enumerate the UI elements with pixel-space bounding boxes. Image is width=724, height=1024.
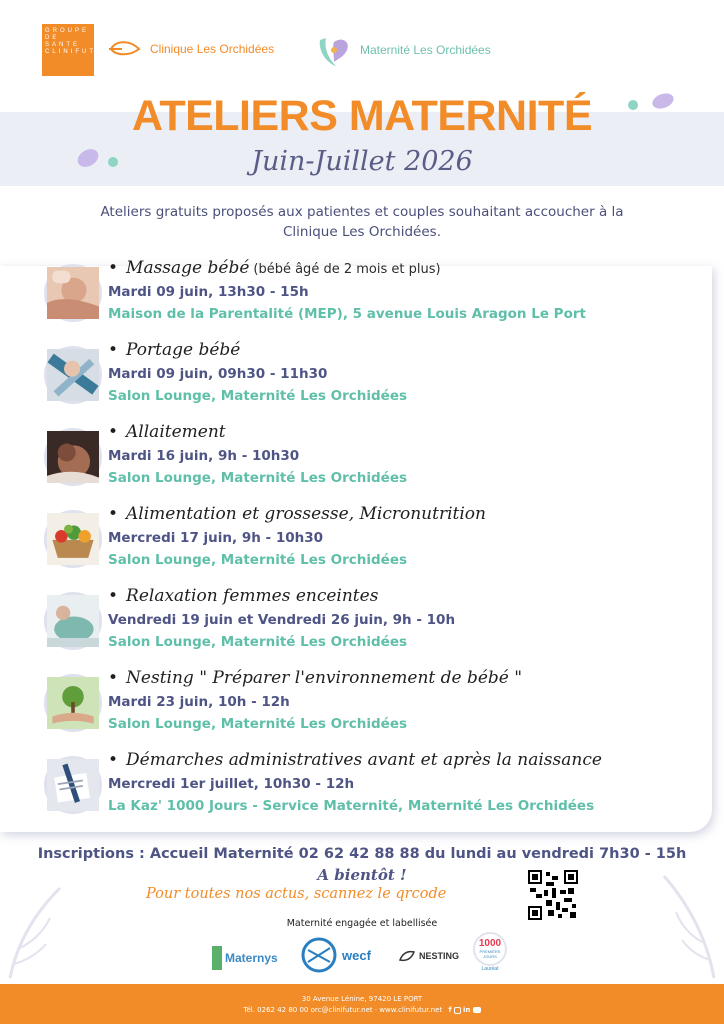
page-subtitle: Juin-Juillet 2026 (251, 146, 473, 177)
bientot-text: A bientôt ! (317, 866, 407, 884)
engagement-text: Maternité engagée et labellisée (286, 918, 438, 929)
maternite-heart-icon (314, 32, 354, 68)
workshop-place: Maison de la Parentalité (MEP), 5 avenue Louis Aragon Le Port (108, 306, 586, 322)
maternys-mark-icon (212, 946, 222, 970)
breastfeeding-photo (44, 428, 102, 486)
footer (0, 984, 724, 1024)
nesting-logo: NESTING (398, 948, 459, 964)
workshop-item (0, 668, 712, 750)
workshop-place: La Kaz' 1000 Jours - Service Maternité, Maternité Les Orchidées (108, 798, 595, 814)
workshop-title: • Portage bébé (108, 340, 241, 360)
clinique-name: Clinique Les Orchidées (150, 42, 275, 56)
baby-carrier-photo (44, 346, 102, 404)
actus-text: Pour toutes nos actus, scannez le qrcode (146, 886, 447, 902)
footer-address: 30 Avenue Lénine, 97420 LE PORT (301, 995, 423, 1003)
instagram-icon[interactable] (454, 1007, 461, 1014)
maternite-name: Maternité Les Orchidées (360, 43, 491, 57)
paperwork-photo (44, 756, 102, 814)
workshop-place: Salon Lounge, Maternité Les Orchidées (108, 470, 408, 486)
pregnant-relaxation-photo (44, 592, 102, 650)
baby-massage-photo (44, 264, 102, 322)
inscriptions-text: Inscriptions : Accueil Maternité 02 62 42 88 88 du lundi au vendredi 7h30 - 15h (37, 846, 687, 862)
workshop-title: • Massage bébé (bébé âgé de 2 mois et plus) (108, 258, 441, 278)
vegetable-basket-photo (44, 510, 102, 568)
workshop-date: Mercredi 17 juin, 9h - 10h30 (108, 530, 324, 546)
linkedin-icon[interactable]: in (462, 1006, 471, 1014)
workshop-date: Mardi 16 juin, 9h - 10h30 (108, 448, 300, 464)
hands-plant-photo (44, 674, 102, 732)
workshop-place: Salon Lounge, Maternité Les Orchidées (108, 716, 408, 732)
workshop-place: Salon Lounge, Maternité Les Orchidées (108, 552, 408, 568)
maternys-logo: Maternys (212, 946, 278, 970)
footer-contact: Tél. 0262 42 80 00 orc@clinifutur.net · www.clinifutur.net f in (0, 1005, 724, 1016)
nesting-leaf-icon (398, 948, 416, 964)
maternite-logo (314, 32, 491, 68)
workshop-date: Mardi 09 juin, 13h30 - 15h (108, 284, 309, 300)
workshop-list (0, 258, 712, 832)
workshop-title: • Démarches administratives avant et après la naissance (108, 750, 602, 770)
label-logos (212, 932, 522, 980)
qr-code-icon[interactable] (528, 870, 578, 920)
workshop-date: Mercredi 1er juillet, 10h30 - 12h (108, 776, 355, 792)
workshop-item (0, 504, 712, 586)
workshop-item (0, 258, 712, 340)
intro-text: Ateliers gratuits proposés aux patientes et couples souhaitant accoucher à la Clinique Les Orchidées. (100, 204, 624, 240)
wecf-globe-icon (300, 936, 338, 974)
workshop-place: Salon Lounge, Maternité Les Orchidées (108, 634, 408, 650)
workshop-item (0, 586, 712, 668)
groupe-sante-logo: GROUPE DE SANTE CLINIFUTUR (42, 24, 94, 76)
youtube-icon[interactable] (473, 1007, 481, 1013)
mille-jours-logo: 1000 PREMIERS JOURS Lauréat (472, 932, 508, 976)
orchid-logo-icon (108, 36, 142, 62)
facebook-icon[interactable]: f (448, 1006, 452, 1014)
workshop-title: • Relaxation femmes enceintes (108, 586, 379, 606)
workshop-item (0, 340, 712, 422)
workshop-title: • Nesting " Préparer l'environnement de bébé " (108, 668, 523, 688)
page-title: ATELIERS MATERNITÉ (131, 92, 592, 140)
workshop-item (0, 422, 712, 504)
workshop-date: Mardi 09 juin, 09h30 - 11h30 (108, 366, 328, 382)
workshop-date: Vendredi 19 juin et Vendredi 26 juin, 9h - 10h (108, 612, 456, 628)
workshop-item (0, 750, 712, 832)
workshop-place: Salon Lounge, Maternité Les Orchidées (108, 388, 408, 404)
clinique-logo (108, 36, 274, 62)
wecf-logo: wecf (300, 936, 371, 974)
workshop-title: • Alimentation et grossesse, Micronutrition (108, 504, 486, 524)
workshop-title: • Allaitement (108, 422, 226, 442)
workshop-date: Mardi 23 juin, 10h - 12h (108, 694, 290, 710)
leaf-decoration-icon (0, 878, 70, 988)
